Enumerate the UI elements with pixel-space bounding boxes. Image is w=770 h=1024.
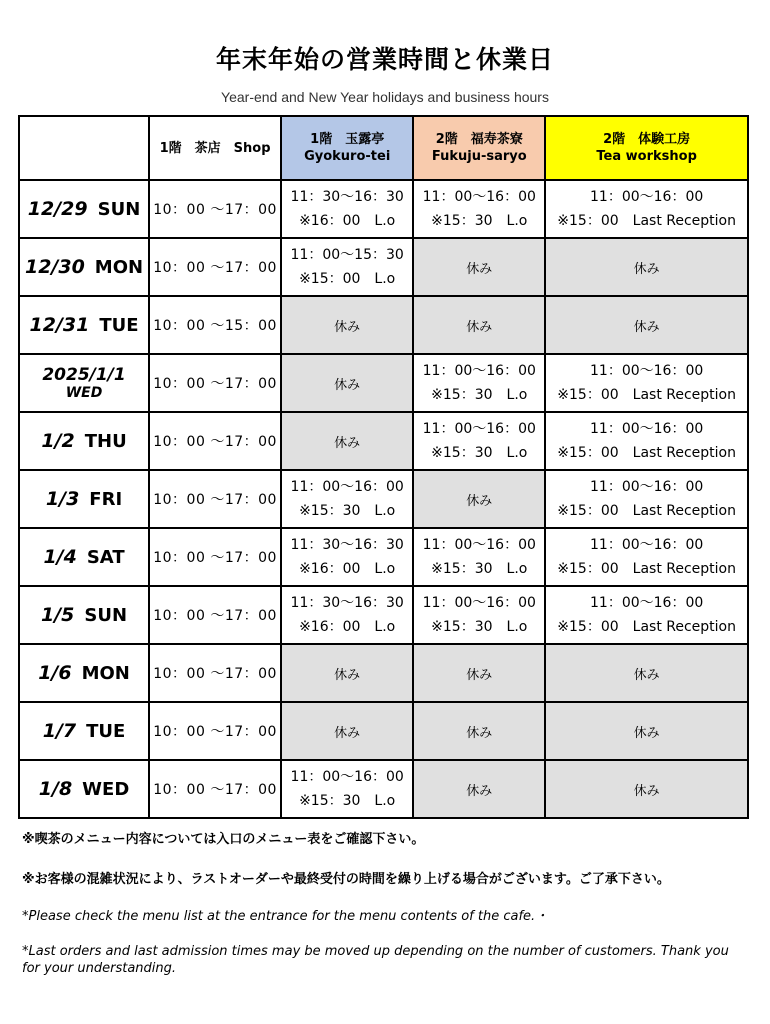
table-row <box>19 354 748 412</box>
table-row <box>19 528 748 586</box>
date-label: 1/5 <box>41 604 75 626</box>
tea-workshop-closed-cell: 休み <box>545 702 748 760</box>
header-tea-jp: 2階 体験工房 <box>603 132 691 147</box>
date-cell <box>19 702 149 760</box>
tea-workshop-closed-cell: 休み <box>545 238 748 296</box>
date-label: 1/6 <box>38 662 72 684</box>
header-tea-workshop <box>545 116 748 180</box>
shop-hours-cell: 10：00 ～17：00 <box>149 180 281 238</box>
fukuju-closed-cell: 休み <box>413 470 545 528</box>
last-order-time: ※16：00 L.o <box>299 619 396 635</box>
open-hours: 11：00～16：00 <box>590 595 704 611</box>
date-label: 12/29 <box>27 198 88 220</box>
tea-workshop-closed-cell: 休み <box>545 760 748 818</box>
header-gyokuro-tei <box>281 116 413 180</box>
date-label: 2025/1/1 <box>42 365 126 385</box>
weekday-label: WED <box>65 385 103 401</box>
open-hours: 11：00～15：30 <box>290 247 404 263</box>
shop-hours-cell: 10：00 ～17：00 <box>149 470 281 528</box>
last-order-time: ※16：00 L.o <box>299 561 396 577</box>
fukuju-closed-cell: 休み <box>413 296 545 354</box>
weekday-label: THU <box>84 431 127 452</box>
date-cell <box>19 354 149 412</box>
shop-hours-cell: 10：00 ～17：00 <box>149 760 281 818</box>
date-cell <box>19 180 149 238</box>
table-row <box>19 644 748 702</box>
header-gyokuro-jp: 1階 玉露亭 <box>310 132 385 147</box>
fukuju-closed-cell: 休み <box>413 760 545 818</box>
shop-hours-cell: 10：00 ～17：00 <box>149 586 281 644</box>
last-order-time: ※15：30 L.o <box>431 561 528 577</box>
last-order-time: ※15：00 Last Reception <box>557 503 736 519</box>
note-en-menu: *Please check the menu list at the entrance for the menu contents of the cafe.・ <box>22 909 549 924</box>
last-order-time: ※15：00 L.o <box>299 271 396 287</box>
last-order-time: ※15：30 L.o <box>431 213 528 229</box>
header-fukuju-en: Fukuju-saryo <box>431 149 527 164</box>
open-hours: 11：30～16：30 <box>290 595 404 611</box>
table-row <box>19 238 748 296</box>
weekday-label: FRI <box>89 489 123 510</box>
fukuju-closed-cell: 休み <box>413 644 545 702</box>
gyokuro-hours-cell <box>281 760 413 818</box>
fukuju-hours-cell <box>413 354 545 412</box>
shop-hours-cell: 10：00 ～17：00 <box>149 354 281 412</box>
table-row <box>19 586 748 644</box>
gyokuro-hours-cell <box>281 470 413 528</box>
shop-hours-cell: 10：00 ～17：00 <box>149 238 281 296</box>
gyokuro-closed-cell: 休み <box>281 702 413 760</box>
tea-workshop-hours-cell <box>545 528 748 586</box>
shop-hours-cell: 10：00 ～17：00 <box>149 644 281 702</box>
open-hours: 11：00～16：00 <box>290 479 404 495</box>
open-hours: 11：30～16：30 <box>290 537 404 553</box>
open-hours: 11：00～16：00 <box>590 479 704 495</box>
date-cell <box>19 238 149 296</box>
fukuju-hours-cell <box>413 528 545 586</box>
weekday-label: WED <box>82 779 130 800</box>
open-hours: 11：30～16：30 <box>290 189 404 205</box>
tea-workshop-hours-cell <box>545 180 748 238</box>
fukuju-closed-cell: 休み <box>413 238 545 296</box>
open-hours: 11：00～16：00 <box>422 595 536 611</box>
note-jp-last-order: ※お客様の混雑状況により、ラストオーダーや最終受付の時間を繰り上げる場合がございます。ご了承下さい。 <box>22 872 670 887</box>
table-row <box>19 702 748 760</box>
table-row <box>19 412 748 470</box>
weekday-label: TUE <box>86 721 126 742</box>
page-subtitle: Year-end and New Year holidays and business hours <box>221 89 549 105</box>
note-en-last-order: *Last orders and last admission times may be moved up depending on the number of customers. Thank you for your understanding. <box>22 944 729 976</box>
last-order-time: ※15：00 Last Reception <box>557 619 736 635</box>
date-label: 12/30 <box>24 256 85 278</box>
open-hours: 11：00～16：00 <box>422 189 536 205</box>
header-fukuju-jp: 2階 福寿茶寮 <box>435 132 523 147</box>
date-label: 1/4 <box>43 546 77 568</box>
gyokuro-closed-cell: 休み <box>281 296 413 354</box>
tea-workshop-closed-cell: 休み <box>545 644 748 702</box>
date-label: 12/31 <box>29 314 90 336</box>
shop-hours-cell: 10：00 ～17：00 <box>149 528 281 586</box>
shop-hours-cell: 10：00 ～17：00 <box>149 412 281 470</box>
schedule-table <box>18 115 749 819</box>
header-tea-en: Tea workshop <box>596 149 697 164</box>
weekday-label: SAT <box>86 547 125 568</box>
date-cell <box>19 644 149 702</box>
last-order-time: ※15：30 L.o <box>431 445 528 461</box>
fukuju-hours-cell <box>413 586 545 644</box>
open-hours: 11：00～16：00 <box>590 363 704 379</box>
page-title: 年末年始の営業時間と休業日 <box>215 45 554 74</box>
date-cell <box>19 760 149 818</box>
date-label: 1/8 <box>38 778 73 800</box>
header-date <box>19 116 149 180</box>
tea-workshop-hours-cell <box>545 586 748 644</box>
gyokuro-hours-cell <box>281 180 413 238</box>
last-order-time: ※15：30 L.o <box>299 503 396 519</box>
weekday-label: TUE <box>99 315 139 336</box>
gyokuro-hours-cell <box>281 586 413 644</box>
tea-workshop-hours-cell <box>545 354 748 412</box>
date-cell <box>19 528 149 586</box>
date-cell <box>19 296 149 354</box>
weekday-label: MON <box>94 257 144 278</box>
gyokuro-hours-cell <box>281 528 413 586</box>
last-order-time: ※15：30 L.o <box>431 619 528 635</box>
gyokuro-closed-cell: 休み <box>281 412 413 470</box>
weekday-label: SUN <box>97 199 141 220</box>
table-row <box>19 296 748 354</box>
header-fukuju-saryo <box>413 116 545 180</box>
open-hours: 11：00～16：00 <box>290 769 404 785</box>
tea-workshop-hours-cell <box>545 412 748 470</box>
open-hours: 11：00～16：00 <box>422 537 536 553</box>
gyokuro-closed-cell: 休み <box>281 354 413 412</box>
last-order-time: ※15：00 Last Reception <box>557 445 736 461</box>
last-order-time: ※15：00 Last Reception <box>557 561 736 577</box>
fukuju-hours-cell <box>413 412 545 470</box>
date-label: 1/7 <box>42 720 77 742</box>
open-hours: 11：00～16：00 <box>590 537 704 553</box>
shop-hours-cell: 10：00 ～17：00 <box>149 702 281 760</box>
gyokuro-closed-cell: 休み <box>281 644 413 702</box>
open-hours: 11：00～16：00 <box>590 189 704 205</box>
header-row <box>19 116 748 180</box>
date-label: 1/3 <box>45 488 80 510</box>
note-jp-menu: ※喫茶のメニュー内容については入口のメニュー表をご確認下さい。 <box>22 832 425 847</box>
header-gyokuro-en: Gyokuro-tei <box>304 149 391 164</box>
table-row <box>19 470 748 528</box>
open-hours: 11：00～16：00 <box>422 363 536 379</box>
date-label: 1/2 <box>41 430 75 452</box>
last-order-time: ※15：30 L.o <box>299 793 396 809</box>
last-order-time: ※16：00 L.o <box>299 213 396 229</box>
last-order-time: ※15：30 L.o <box>431 387 528 403</box>
gyokuro-hours-cell <box>281 238 413 296</box>
last-order-time: ※15：00 Last Reception <box>557 213 736 229</box>
date-cell <box>19 586 149 644</box>
date-cell <box>19 412 149 470</box>
fukuju-closed-cell: 休み <box>413 702 545 760</box>
table-row <box>19 760 748 818</box>
header-shop: 1階 茶店 Shop <box>149 116 281 180</box>
weekday-label: SUN <box>84 605 128 626</box>
fukuju-hours-cell <box>413 180 545 238</box>
shop-hours-cell: 10：00 ～15：00 <box>149 296 281 354</box>
date-cell <box>19 470 149 528</box>
last-order-time: ※15：00 Last Reception <box>557 387 736 403</box>
tea-workshop-hours-cell <box>545 470 748 528</box>
weekday-label: MON <box>81 663 130 684</box>
tea-workshop-closed-cell: 休み <box>545 296 748 354</box>
open-hours: 11：00～16：00 <box>590 421 704 437</box>
table-row <box>19 180 748 238</box>
open-hours: 11：00～16：00 <box>422 421 536 437</box>
